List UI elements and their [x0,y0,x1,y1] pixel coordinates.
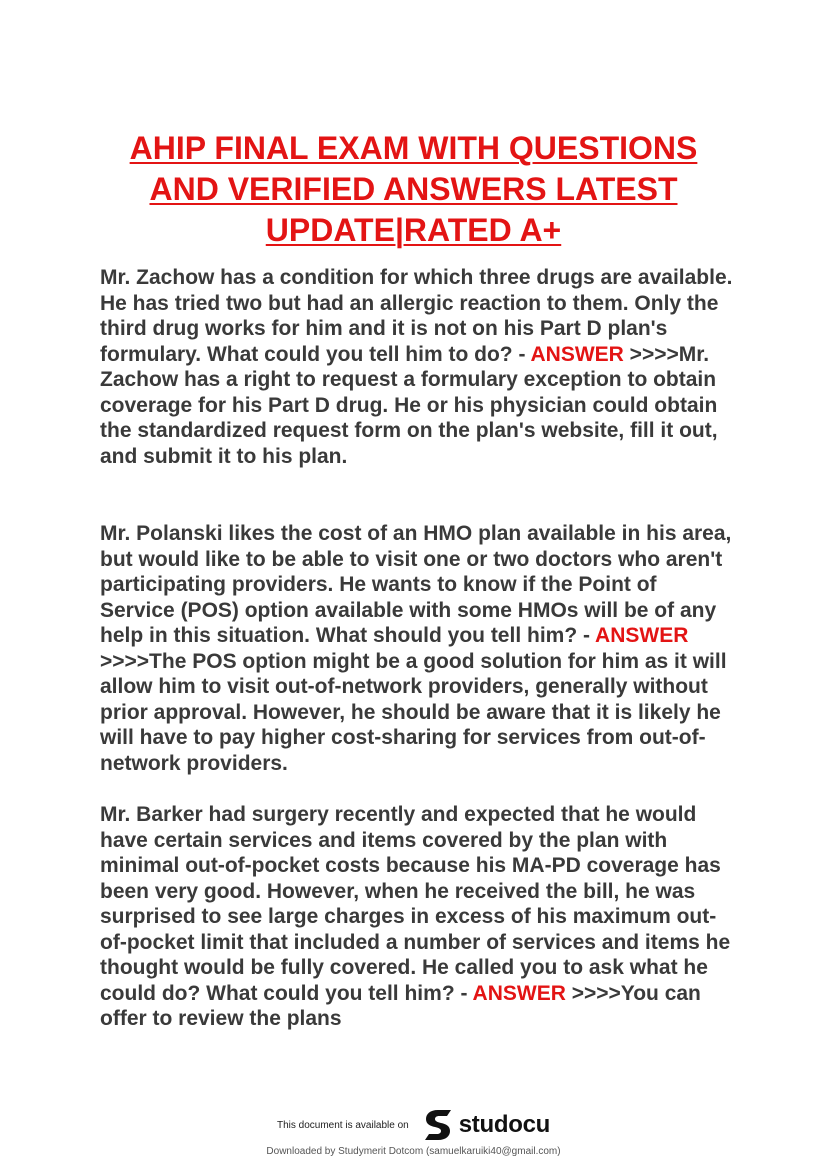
studocu-wordmark: studocu [458,1111,550,1138]
studocu-brand-link[interactable] [421,1108,550,1142]
downloaded-by-text: Downloaded by Studymerit Dotcom (samuelkaruiki40@gmail.com) [266,1146,561,1157]
question-text: Mr. Barker had surgery recently and expected that he would have certain services and items covered by the plan with minimal out-of-pocket costs because his MA-PD coverage has been very good. However, when he received the bill, he was surprised to see large charges in excess of his maximum out-of-pocket limit that included a number of services and items he thought would be fully covered. He called you to ask what he could do? What could you tell him? - [100,803,731,1005]
qa-item [100,265,736,469]
answer-label: ANSWER [530,342,624,366]
footer-banner [0,1108,827,1142]
answer-text: >>>>The POS option might be a good solution for him as it will allow him to visit out-of-network providers, generally without prior approval. However, he should be aware that it is likely he will have to pay higher cost-sharing for services from out-of-network providers. [100,649,727,775]
question-text: Mr. Zachow has a condition for which three drugs are available. He has tried two but had an allergic reaction to them. Only the third drug works for him and it is not on his Part D plan's formulary. What could you tell him to do? - [100,266,733,366]
answer-label: ANSWER [472,981,566,1005]
answer-text: >>>>Mr. Zachow has a right to request a formulary exception to obtain coverage for his Part D drug. He or his physician could obtain the standardized request form on the plan's website, fill it out, and submit it to his plan. [100,342,718,468]
qa-item [100,802,736,1032]
studocu-logo-icon [421,1108,455,1142]
answer-text: >>>>You can offer to review the plans [100,981,701,1030]
available-on-text: This document is available on [277,1119,409,1131]
question-text: Mr. Polanski likes the cost of an HMO plan available in his area, but would like to be able to visit one or two doctors who aren't participating providers. He wants to know if the Point of Service (POS) option available with some HMOs will be of any help in this situation. What should you tell him? - [100,522,732,647]
document-title: AHIP FINAL EXAM WITH QUESTIONS AND VERIFIED ANSWERS LATEST UPDATE|RATED A+ [129,130,698,248]
answer-label: ANSWER [595,624,689,647]
qa-item [100,521,736,776]
